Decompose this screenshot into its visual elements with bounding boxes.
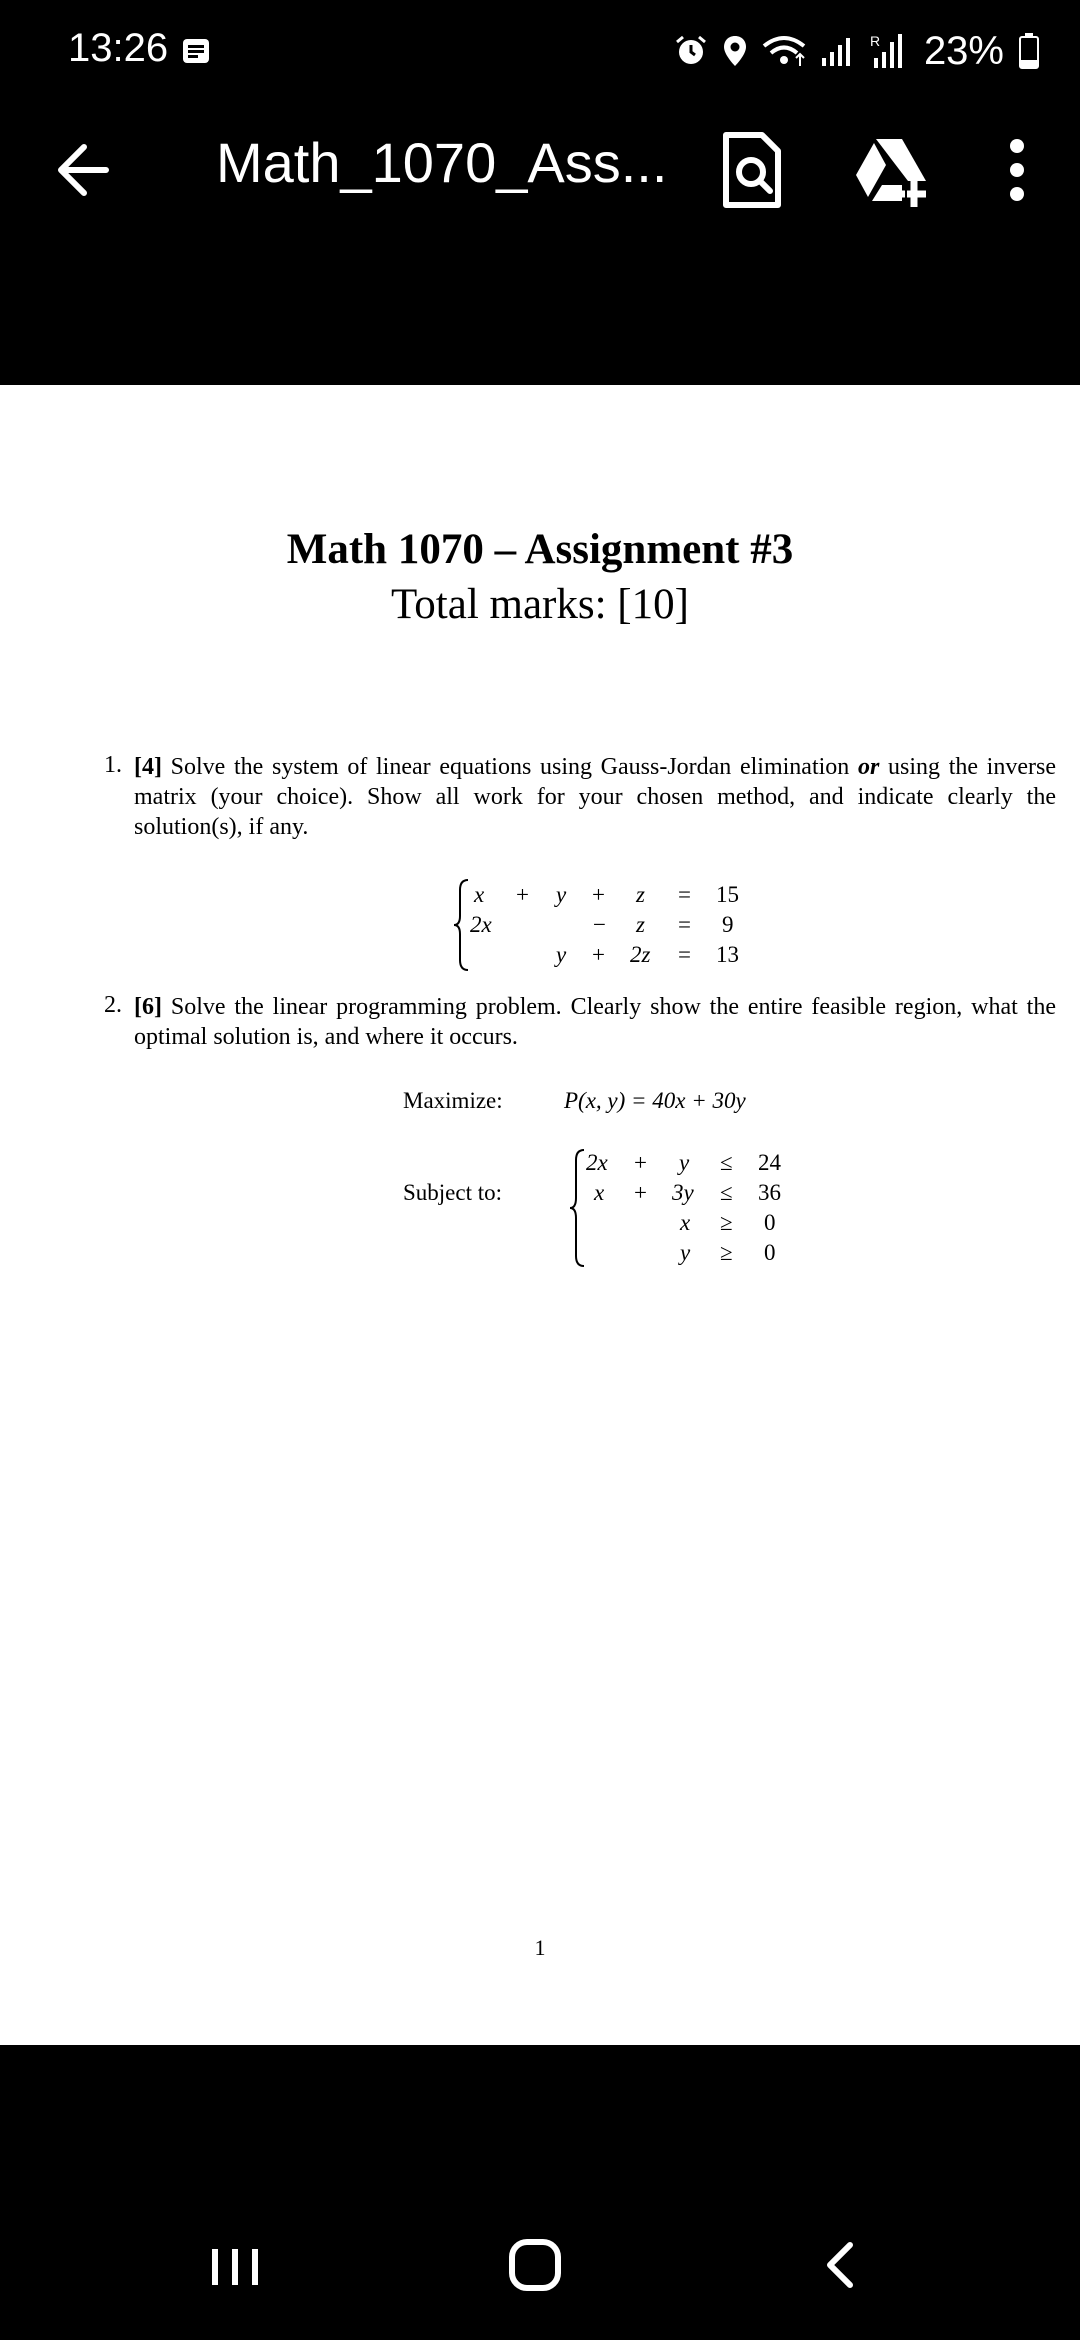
c3-x: x: [680, 1210, 691, 1235]
nav-recent-icon[interactable]: [200, 2215, 270, 2315]
left-brace: [452, 878, 470, 972]
page-title: Math 1070 – Assignment #3: [286, 526, 794, 573]
status-time: 13:26: [68, 26, 169, 70]
question-2-number: 2.: [104, 992, 122, 1018]
eq1-op1: +: [516, 882, 529, 907]
drive-add-icon[interactable]: [846, 125, 936, 215]
eq1-y: y: [556, 882, 567, 907]
question-1-text-b: using the inverse matrix (your choice). Show all work for your chosen method, and indicate clearly the solution(s), if any.: [134, 754, 1056, 840]
svg-text:R: R: [869, 33, 881, 49]
eq2-rhs: 9: [722, 912, 734, 937]
c1-y: y: [679, 1150, 690, 1175]
c1-2x: 2x: [586, 1150, 608, 1175]
eq2-eq: =: [678, 912, 691, 937]
notification-icon: [182, 38, 210, 64]
nav-back-icon[interactable]: [810, 2225, 870, 2305]
location-icon: [722, 34, 748, 68]
subject-to-label: Subject to:: [403, 1180, 503, 1205]
battery-icon: [1018, 32, 1040, 70]
eq3-eq: =: [678, 942, 691, 967]
c4-y: y: [680, 1240, 691, 1265]
eq2-z: z: [636, 912, 645, 937]
question-1-text: [134, 752, 1056, 842]
c2-rel: ≤: [720, 1180, 733, 1205]
question-1-number: 1.: [104, 752, 122, 778]
eq1-rhs: 15: [716, 882, 739, 907]
total-marks: Total marks: [10]: [391, 581, 689, 628]
c4-rhs: 0: [764, 1240, 776, 1265]
signal-roaming-icon: [870, 32, 910, 70]
c1-rel: ≤: [720, 1150, 733, 1175]
eq1-x: x: [474, 882, 485, 907]
battery-percent: 23%: [923, 28, 1004, 73]
c2-op: +: [634, 1180, 647, 1205]
question-2-marks: [6]: [134, 994, 162, 1020]
eq2-2x: 2x: [470, 912, 492, 937]
eq1-eq: =: [678, 882, 691, 907]
c1-op: +: [634, 1150, 647, 1175]
eq3-2z: 2z: [630, 942, 651, 967]
question-2-text: [134, 992, 1056, 1052]
status-icons: [674, 26, 1040, 76]
objective-function: P(x, y) = 40x + 30y: [564, 1088, 746, 1113]
search-in-document-icon[interactable]: [706, 125, 796, 215]
c2-x: x: [594, 1180, 605, 1205]
c3-rhs: 0: [764, 1210, 776, 1235]
eq1-op2: +: [592, 882, 605, 907]
maximize-label: Maximize:: [403, 1088, 503, 1113]
question-1-text-a: Solve the system of linear equations using Gauss-Jordan elimination: [161, 754, 858, 780]
back-arrow-icon[interactable]: [40, 125, 130, 215]
constraint-brace: [568, 1148, 586, 1268]
eq1-z: z: [636, 882, 645, 907]
eq3-op2: +: [592, 942, 605, 967]
c2-rhs: 36: [758, 1180, 781, 1205]
more-vert-icon[interactable]: [982, 125, 1052, 215]
c3-rel: ≥: [720, 1210, 733, 1235]
status-bar: [0, 0, 1080, 100]
c4-rel: ≥: [720, 1240, 733, 1265]
c1-rhs: 24: [758, 1150, 781, 1175]
question-1-emphasis: or: [857, 754, 880, 780]
document-title: Math_1070_Ass...: [216, 131, 668, 194]
document-page: [0, 385, 1080, 2045]
c2-3y: 3y: [672, 1180, 694, 1205]
question-1-marks: [4]: [134, 754, 162, 780]
signal-icon: [820, 34, 856, 68]
page-number: 1: [534, 1935, 546, 1960]
alarm-icon: [674, 34, 708, 68]
eq2-op2: −: [593, 912, 606, 937]
question-2-text-body: Solve the linear programming problem. Clearly show the entire feasible region, what the optimal solution is, and where it occurs.: [134, 994, 1056, 1050]
wifi-icon: [762, 34, 806, 68]
eq3-y: y: [556, 942, 567, 967]
eq3-rhs: 13: [716, 942, 739, 967]
nav-home-icon[interactable]: [500, 2230, 570, 2300]
